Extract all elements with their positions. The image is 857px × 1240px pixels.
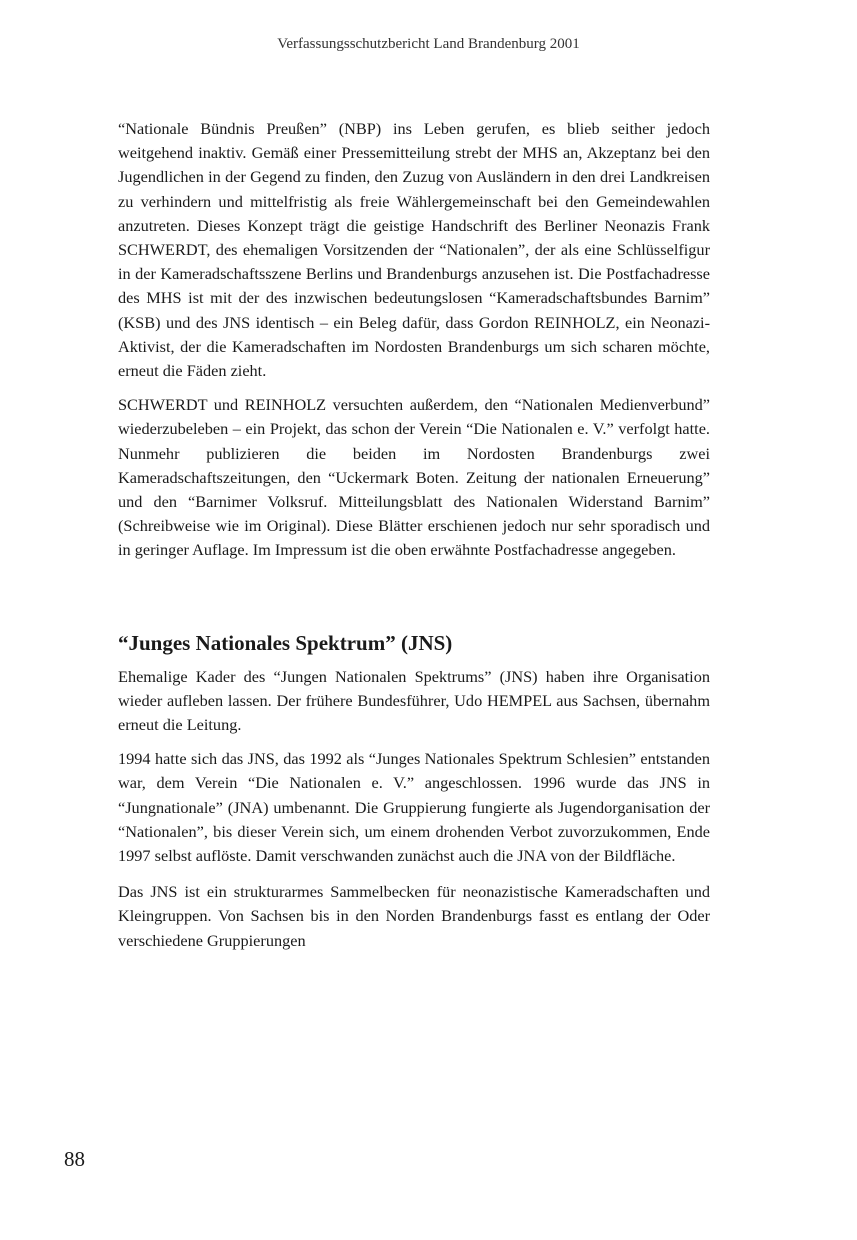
section-heading: “Junges Nationales Spektrum” (JNS) [118,630,453,655]
body-paragraph-1: “Nationale Bündnis Preußen” (NBP) ins Leben gerufen, es blieb seither jedoch weitgehend inaktiv. Gemäß einer Pressemitteilung strebt der MHS an, Akzeptanz bei den Jugendlichen in der Gegend zu finden, den Zuzug von Ausländern in den drei Landkreisen zu verhindern und mittelfristig als freie Wählergemeinschaft bei den Gemeindewahlen anzutreten. Dieses Konzept trägt die geistige Handschrift des Berliner Neonazis Frank SCHWERDT, des ehemaligen Vorsitzenden der “Nationalen”, der als eine Schlüsselfigur in der Kameradschaftsszene Berlins und Brandenburgs anzusehen ist. Die Postfachadresse des MHS ist mit der des inzwischen bedeutungslosen “Kameradschaftsbundes Barnim” (KSB) und des JNS identisch – ein Beleg dafür, dass Gordon REINHOLZ, ein Neonazi-Aktivist, der die Kameradschaften im Nordosten Brandenburgs um sich scharen möchte, erneut die Fäden zieht. [118,119,710,381]
running-header: Verfassungsschutzbericht Land Brandenburg 2001 [277,36,580,52]
body-paragraph-4: 1994 hatte sich das JNS, das 1992 als “Junges Nationales Spektrum Schlesien” entstanden war, dem Verein “Die Nationalen e. V.” angeschlossen. 1996 wurde das JNS in “Jungnationale” (JNA) umbenannt. Die Gruppierung fungierte als Jugendorganisation der “Nationalen”, bis dieser Verein sich, um einem drohenden Verbot zuvorzukommen, Ende 1997 selbst auflöste. Damit verschwanden zunächst auch die JNA von der Bildfläche. [118,749,710,866]
body-paragraph-2: SCHWERDT und REINHOLZ versuchten außerdem, den “Nationalen Medienverbund” wiederzubeleben – ein Projekt, das schon der Verein “Die Nationalen e. V.” verfolgt hatte. Nunmehr publizieren die beiden im Nordosten Brandenburgs zwei Kameradschaftszeitungen, den “Uckermark Boten. Zeitung der nationalen Erneuerung” und den “Barnimer Volksruf. Mitteilungsblatt des Nationalen Widerstand Barnim” (Schreibweise wie im Original). Diese Blätter erschienen jedoch nur sehr sporadisch und in geringer Auflage. Im Impressum ist die oben erwähnte Postfachadresse angegeben. [118,395,710,560]
page-number: 88 [64,1147,85,1171]
page-body [118,117,710,953]
body-paragraph-3: Ehemalige Kader des “Jungen Nationalen Spektrums” (JNS) haben ihre Organisation wieder aufleben lassen. Der frühere Bundesführer, Udo HEMPEL aus Sachsen, übernahm erneut die Leitung. [118,666,710,735]
body-paragraph-5: Das JNS ist ein strukturarmes Sammelbecken für neonazistische Kameradschaften und Kleingruppen. Von Sachsen bis in den Norden Brandenburgs fasst es entlang der Oder verschiedene Gruppierungen [118,882,710,950]
